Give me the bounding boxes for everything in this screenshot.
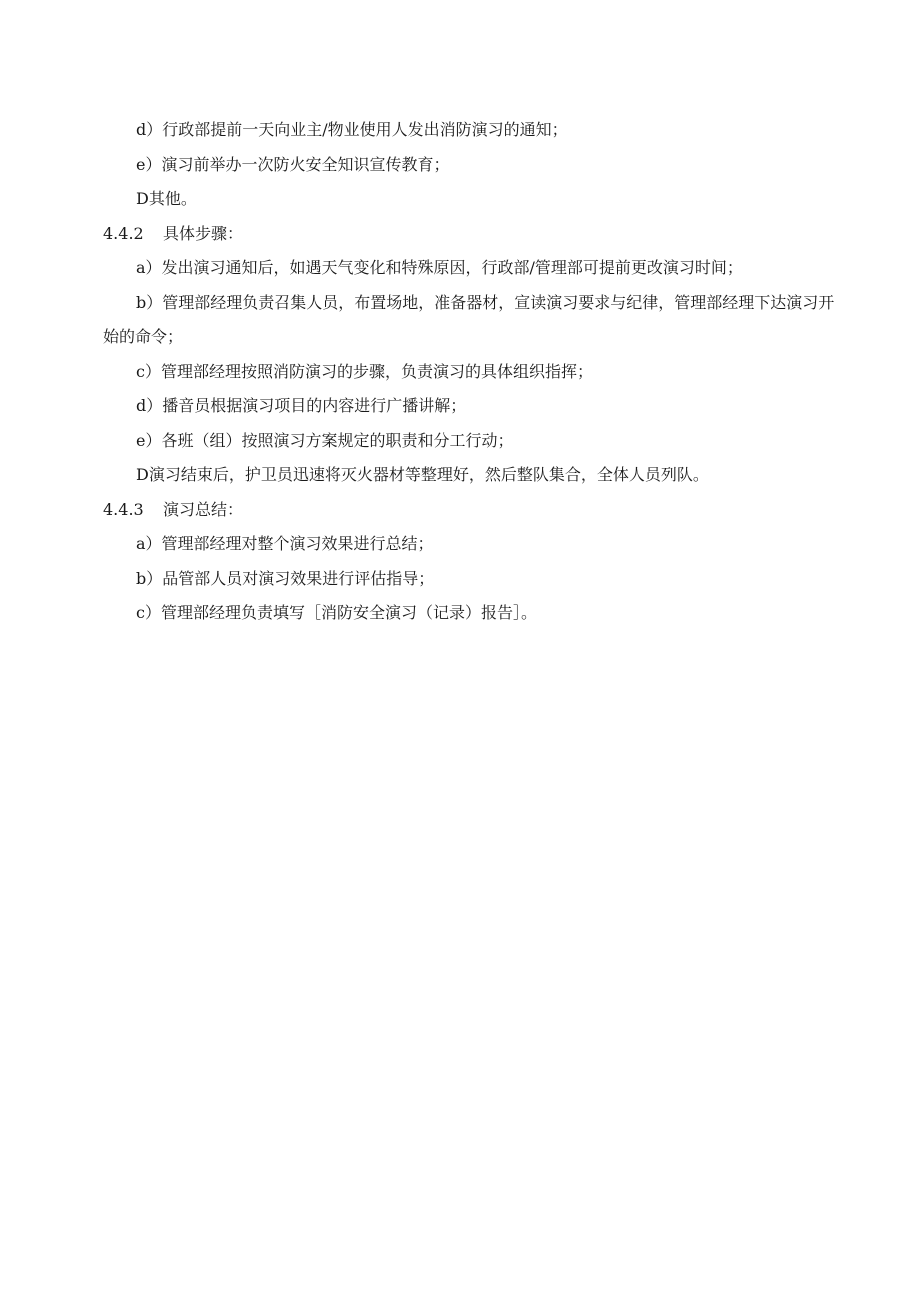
list-item-c-command: c）管理部经理按照消防演习的步骤，负责演习的具体组织指挥； — [136, 361, 593, 381]
list-item-b-evaluation: b）品管部人员对演习效果进行评估指导； — [136, 568, 435, 588]
list-item-drill-end: D演习结束后，护卫员迅速将灭火器材等整理好，然后整队集合，全体人员列队。 — [136, 465, 709, 484]
list-item-d-notice: d）行政部提前一天向业主/物业使用人发出消防演习的通知； — [136, 120, 568, 139]
section-heading-4-4-3 — [103, 493, 838, 528]
section-heading-4-4-2 — [103, 217, 838, 252]
section-number: 4.4.2 — [103, 223, 144, 243]
section-title: 演习总结： — [163, 499, 244, 519]
list-item-other: D其他。 — [136, 189, 197, 208]
list-item-e-teams: e）各班（组）按照演习方案规定的职责和分工行动； — [136, 430, 514, 450]
list-item-d-broadcast: d）播音员根据演习项目的内容进行广播讲解； — [136, 396, 467, 415]
list-item-e-education: e）演习前举办一次防火安全知识宣传教育； — [136, 154, 450, 174]
section-number: 4.4.3 — [103, 499, 144, 519]
list-item-c-report: c）管理部经理负责填写［消防安全演习（记录）报告］。 — [136, 603, 537, 622]
list-item-a-summary: a）管理部经理对整个演习效果进行总结； — [136, 534, 434, 553]
section-title: 具体步骤： — [163, 223, 244, 243]
document-body — [103, 113, 838, 631]
list-item-b-manager-gather: b）管理部经理负责召集人员，布置场地，准备器材，宣读演习要求与纪律，管理部经理下达演习开始的命令； — [103, 292, 835, 346]
list-item-a-notice-change: a）发出演习通知后，如遇天气变化和特殊原因，行政部/管理部可提前更改演习时间； — [136, 258, 743, 277]
